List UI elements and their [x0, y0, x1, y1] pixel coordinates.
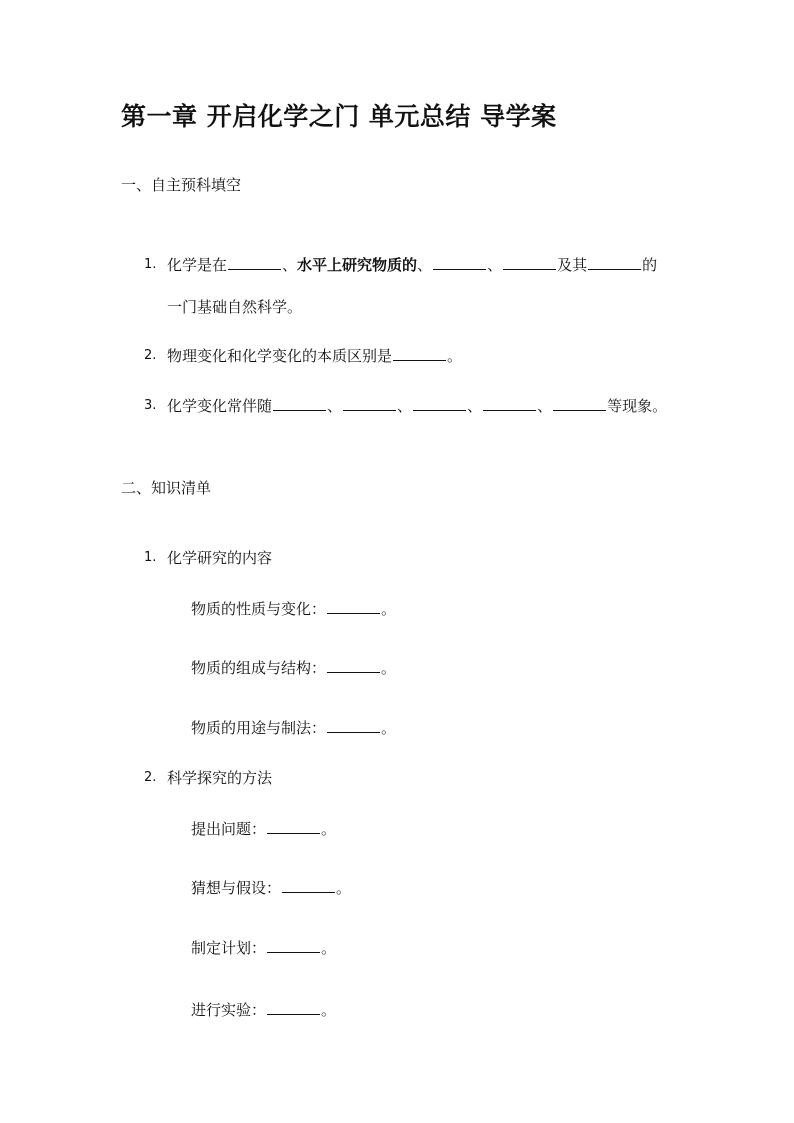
question-text-bold: 水平上研究物质的 — [297, 256, 418, 274]
fill-in-question-1 — [167, 254, 657, 275]
sub-item-end: 。 — [336, 879, 352, 897]
answer-blank[interactable] — [343, 409, 396, 411]
question-text: 及其 — [557, 256, 588, 274]
separator: 、 — [537, 397, 553, 415]
sub-item-end: 。 — [321, 820, 337, 838]
separator: 、 — [417, 256, 433, 274]
answer-blank[interactable] — [267, 1013, 320, 1015]
sub-item-end: 。 — [381, 719, 397, 737]
answer-blank[interactable] — [327, 671, 380, 673]
item-number: 1. — [144, 257, 157, 272]
sub-item-end: 。 — [381, 600, 397, 618]
separator: 、 — [282, 256, 298, 274]
answer-blank[interactable] — [267, 832, 320, 834]
question-end: 等现象。 — [607, 397, 668, 415]
item-number: 3. — [144, 398, 157, 413]
knowledge-sub-item — [191, 877, 351, 898]
knowledge-sub-item — [191, 657, 396, 678]
knowledge-sub-item — [191, 937, 336, 958]
knowledge-sub-item — [191, 717, 396, 738]
knowledge-item-label: 化学研究的内容 — [167, 549, 273, 567]
section-heading-self-study: 一、自主预科填空 — [121, 176, 242, 194]
sub-item-text: 制定计划： — [191, 939, 267, 957]
answer-blank[interactable] — [483, 409, 536, 411]
section-heading-knowledge-list: 二、知识清单 — [121, 479, 212, 497]
sub-item-text: 提出问题： — [191, 820, 267, 838]
answer-blank[interactable] — [228, 268, 281, 270]
separator: 、 — [487, 256, 503, 274]
answer-blank[interactable] — [273, 409, 326, 411]
fill-in-question-2 — [167, 345, 462, 366]
question-text: 的 — [642, 256, 658, 274]
sub-item-text: 猜想与假设： — [191, 879, 282, 897]
sub-item-end: 。 — [321, 939, 337, 957]
answer-blank[interactable] — [553, 409, 606, 411]
fill-in-question-1-continued: 一门基础自然科学。 — [167, 298, 303, 316]
separator: 、 — [467, 397, 483, 415]
fill-in-question-3 — [167, 395, 667, 416]
answer-blank[interactable] — [327, 612, 380, 614]
knowledge-sub-item — [191, 598, 396, 619]
question-text: 化学变化常伴随 — [167, 397, 273, 415]
question-text: 物理变化和化学变化的本质区别是 — [167, 347, 393, 365]
item-number: 2. — [144, 348, 157, 363]
answer-blank[interactable] — [433, 268, 486, 270]
answer-blank[interactable] — [282, 891, 335, 893]
knowledge-sub-item — [191, 818, 336, 839]
question-text: 化学是在 — [167, 256, 228, 274]
answer-blank[interactable] — [503, 268, 556, 270]
answer-blank[interactable] — [413, 409, 466, 411]
separator: 、 — [327, 397, 343, 415]
sub-item-end: 。 — [321, 1001, 337, 1019]
sub-item-text: 物质的用途与制法： — [191, 719, 327, 737]
item-number: 2. — [144, 770, 157, 785]
sub-item-text: 进行实验： — [191, 1001, 267, 1019]
answer-blank[interactable] — [327, 731, 380, 733]
answer-blank[interactable] — [267, 951, 320, 953]
sub-item-text: 物质的性质与变化： — [191, 600, 327, 618]
answer-blank[interactable] — [588, 268, 641, 270]
separator: 、 — [397, 397, 413, 415]
sub-item-text: 物质的组成与结构： — [191, 659, 327, 677]
knowledge-item-label: 科学探究的方法 — [167, 769, 273, 787]
sub-item-end: 。 — [381, 659, 397, 677]
knowledge-sub-item — [191, 999, 336, 1020]
answer-blank[interactable] — [393, 359, 446, 361]
page-title: 第一章 开启化学之门 单元总结 导学案 — [121, 102, 557, 131]
question-end: 。 — [447, 347, 463, 365]
item-number: 1. — [144, 550, 157, 565]
